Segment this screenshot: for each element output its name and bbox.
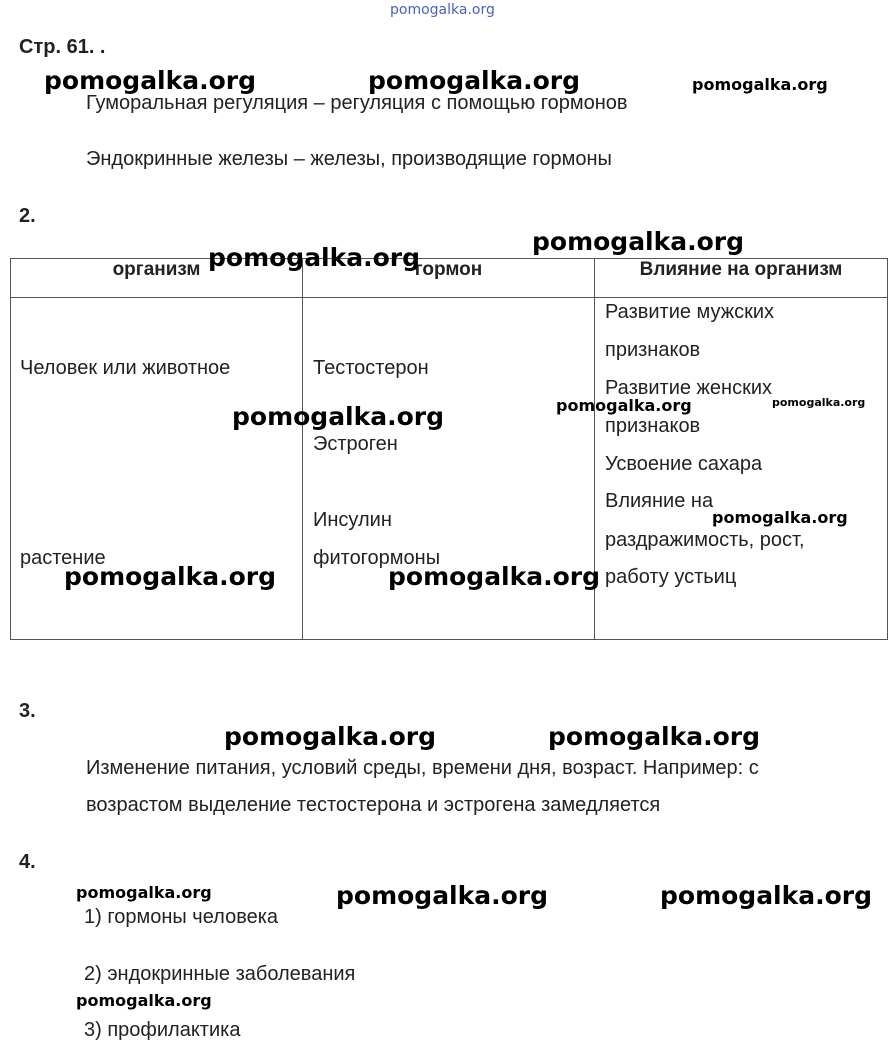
organism-plant: растение xyxy=(20,547,106,569)
header-hormone: гормон xyxy=(303,259,595,298)
hormone-estrogen: Эстроген xyxy=(313,433,398,455)
watermark: pomogalka.org xyxy=(44,66,257,95)
effect-line: раздражимость, рост, xyxy=(605,529,805,551)
watermark: pomogalka.org xyxy=(336,881,549,910)
effect-line: работу устьиц xyxy=(605,566,737,588)
watermark: pomogalka.org xyxy=(76,883,212,902)
watermark: pomogalka.org xyxy=(532,227,745,256)
watermark: pomogalka.org xyxy=(224,722,437,751)
hormone-insulin: Инсулин xyxy=(313,509,392,531)
list-item: 1) гормоны человека xyxy=(84,906,279,928)
effect-line: Усвоение сахара xyxy=(605,453,763,475)
section-3-line: возрастом выделение тестостерона и эстрогена замедляется xyxy=(86,794,661,816)
effect-line: Влияние на xyxy=(605,490,714,512)
definition-humoral: Гуморальная регуляция – регуляция с помощью гормонов xyxy=(86,92,628,114)
list-item: 2) эндокринные заболевания xyxy=(84,963,356,985)
watermark: pomogalka.org xyxy=(208,243,421,272)
watermark: pomogalka.org xyxy=(548,722,761,751)
watermark: pomogalka.org xyxy=(368,66,581,95)
effect-line: Развитие мужских xyxy=(605,301,775,323)
watermark: pomogalka.org xyxy=(556,396,692,415)
table-header-row xyxy=(11,259,888,298)
watermark: pomogalka.org xyxy=(64,562,277,591)
section-3-number: 3. xyxy=(19,700,36,722)
header-organism: организм xyxy=(11,259,303,298)
section-4-number: 4. xyxy=(19,851,36,873)
cell-effect xyxy=(595,298,888,640)
hormone-phytohormones: фитогормоны xyxy=(313,547,441,569)
list-item: 3) профилактика xyxy=(84,1019,241,1041)
watermark: pomogalka.org xyxy=(772,396,866,409)
header-effect: Влияние на организм xyxy=(595,259,888,298)
definition-endocrine: Эндокринные железы – железы, производящие гормоны xyxy=(86,148,612,170)
watermark: pomogalka.org xyxy=(692,75,828,94)
effect-line: признаков xyxy=(605,415,701,437)
effect-line: Развитие женских xyxy=(605,377,773,399)
section-3-line: Изменение питания, условий среды, времени дня, возраст. Например: с xyxy=(86,757,759,779)
watermark: pomogalka.org xyxy=(660,881,873,910)
page-header: Стр. 61. . xyxy=(19,36,106,58)
effect-line: признаков xyxy=(605,339,701,361)
watermark: pomogalka.org xyxy=(76,991,212,1010)
watermark-top: pomogalka.org xyxy=(390,2,495,18)
watermark: pomogalka.org xyxy=(388,562,601,591)
hormone-testosterone: Тестостерон xyxy=(313,357,429,379)
watermark: pomogalka.org xyxy=(232,402,445,431)
section-2-number: 2. xyxy=(19,205,36,227)
organism-human-animal: Человек или животное xyxy=(20,357,231,379)
watermark: pomogalka.org xyxy=(712,508,848,527)
